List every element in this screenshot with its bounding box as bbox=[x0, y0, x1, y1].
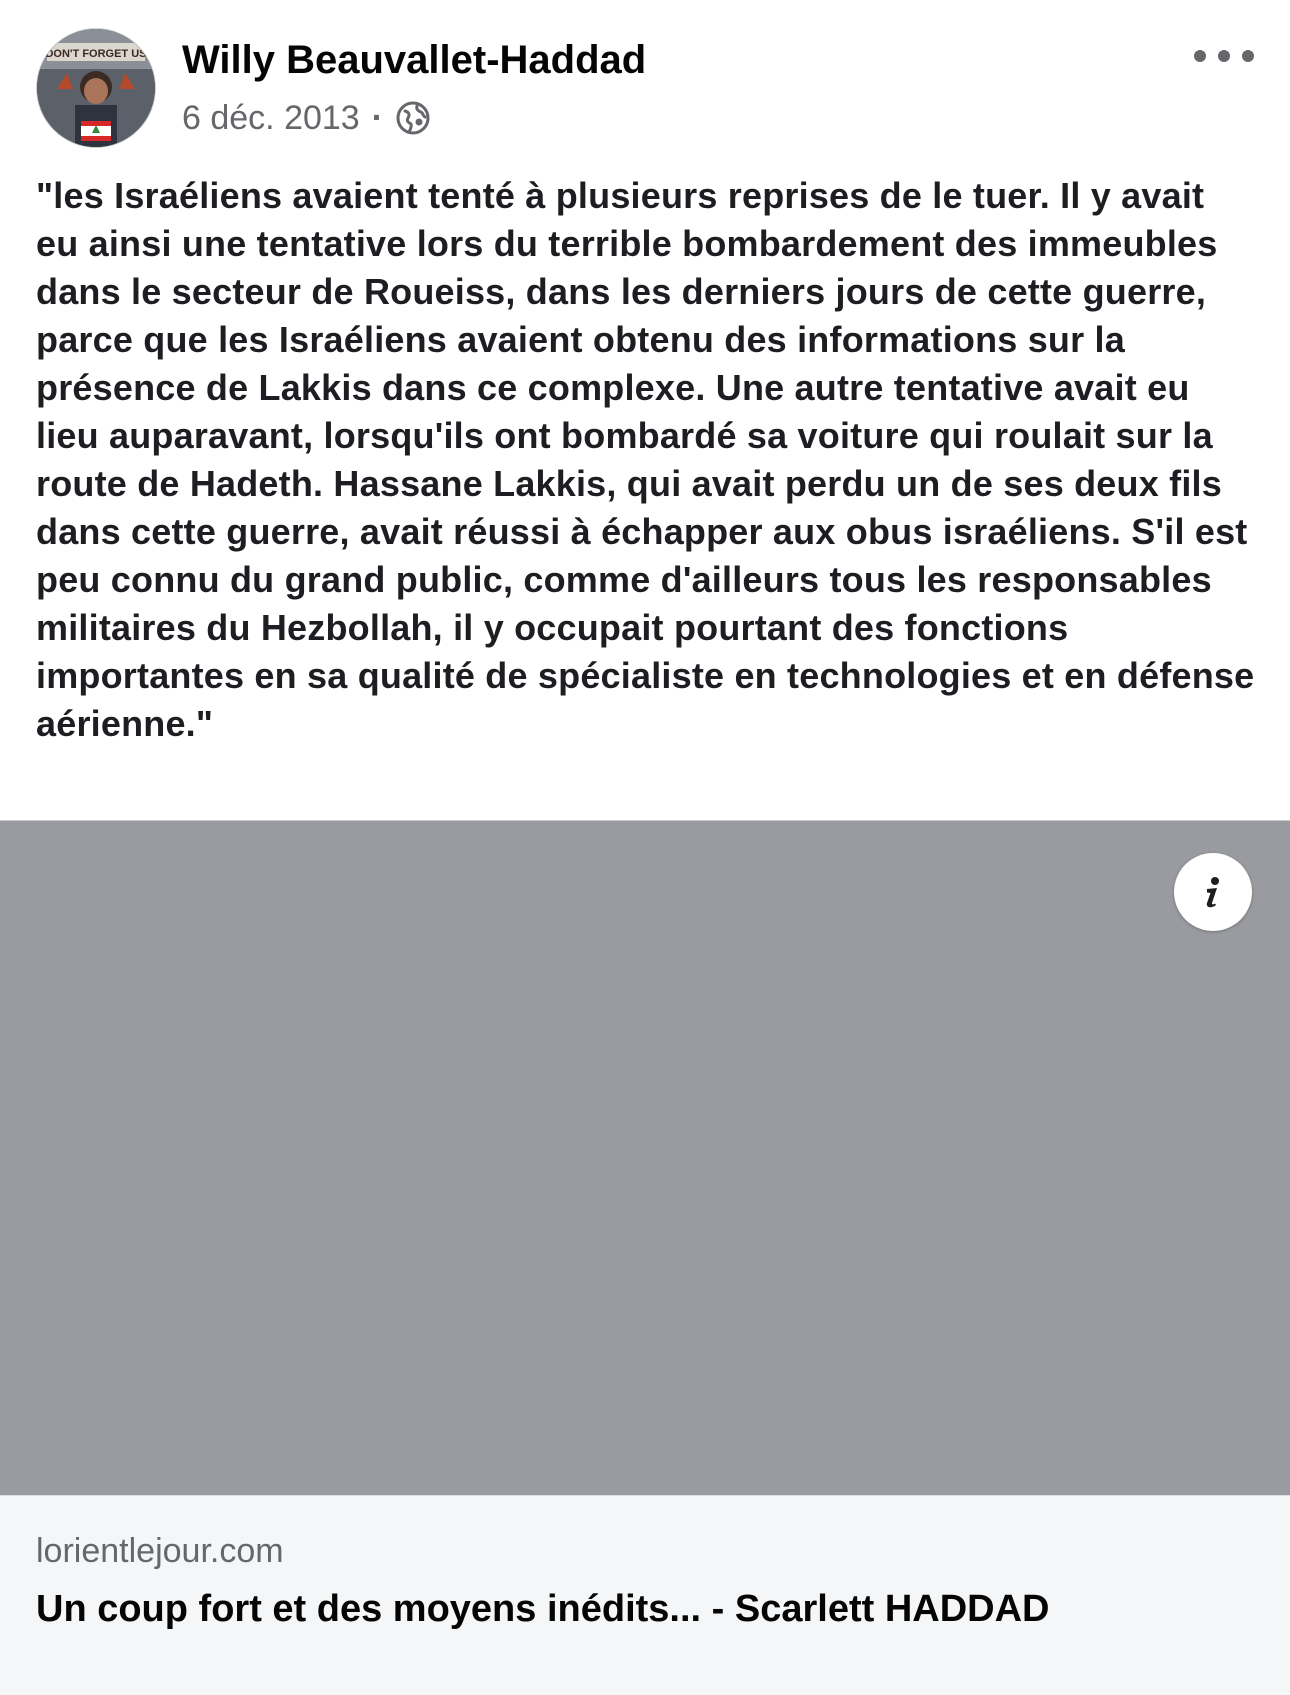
author-name[interactable]: Willy Beauvallet-Haddad bbox=[182, 38, 647, 82]
author-avatar[interactable] bbox=[36, 28, 156, 148]
link-preview-image[interactable] bbox=[0, 820, 1290, 1496]
more-dot bbox=[1218, 50, 1230, 62]
post-meta bbox=[182, 96, 431, 140]
more-dot bbox=[1242, 50, 1254, 62]
link-title[interactable]: Un coup fort et des moyens inédits... - Scarlett HADDAD bbox=[36, 1588, 1050, 1630]
link-domain: lorientlejour.com bbox=[36, 1532, 284, 1570]
post-header bbox=[0, 0, 1290, 160]
avatar-text: DON'T FORGET US bbox=[45, 48, 147, 60]
link-preview-footer[interactable] bbox=[0, 1495, 1290, 1695]
more-dot bbox=[1194, 50, 1206, 62]
meta-separator: · bbox=[371, 98, 384, 137]
post-text: "les Israéliens avaient tenté à plusieurs reprises de le tuer. Il y avait eu ainsi une tentative lors du terrible bombardement des immeubles dans le secteur de Roueiss, dans les derniers jours de cette guerre, parce que les Israéliens avaient obtenu des informations sur la présence de Lakkis dans ce complexe. Une autre tentative avait eu lieu auparavant, lorsqu'ils ont bombardé sa voiture qui roulait sur la route de Hadeth. Hassane Lakkis, qui avait perdu un de ses deux fils dans cette guerre, avait réussi à échapper aux obus israéliens. S'il est peu connu du grand public, comme d'ailleurs tous les responsables militaires du Hezbollah, il y occupait pourtant des fonctions importantes en sa qualité de spécialiste en technologies et en défense aérienne." bbox=[36, 175, 1255, 744]
post-date[interactable]: 6 déc. 2013 bbox=[182, 98, 360, 137]
info-icon[interactable] bbox=[1174, 853, 1252, 931]
info-glyph bbox=[1193, 872, 1233, 912]
globe-icon bbox=[395, 100, 431, 136]
more-options-icon[interactable] bbox=[1194, 38, 1254, 74]
avatar-image bbox=[37, 29, 155, 147]
